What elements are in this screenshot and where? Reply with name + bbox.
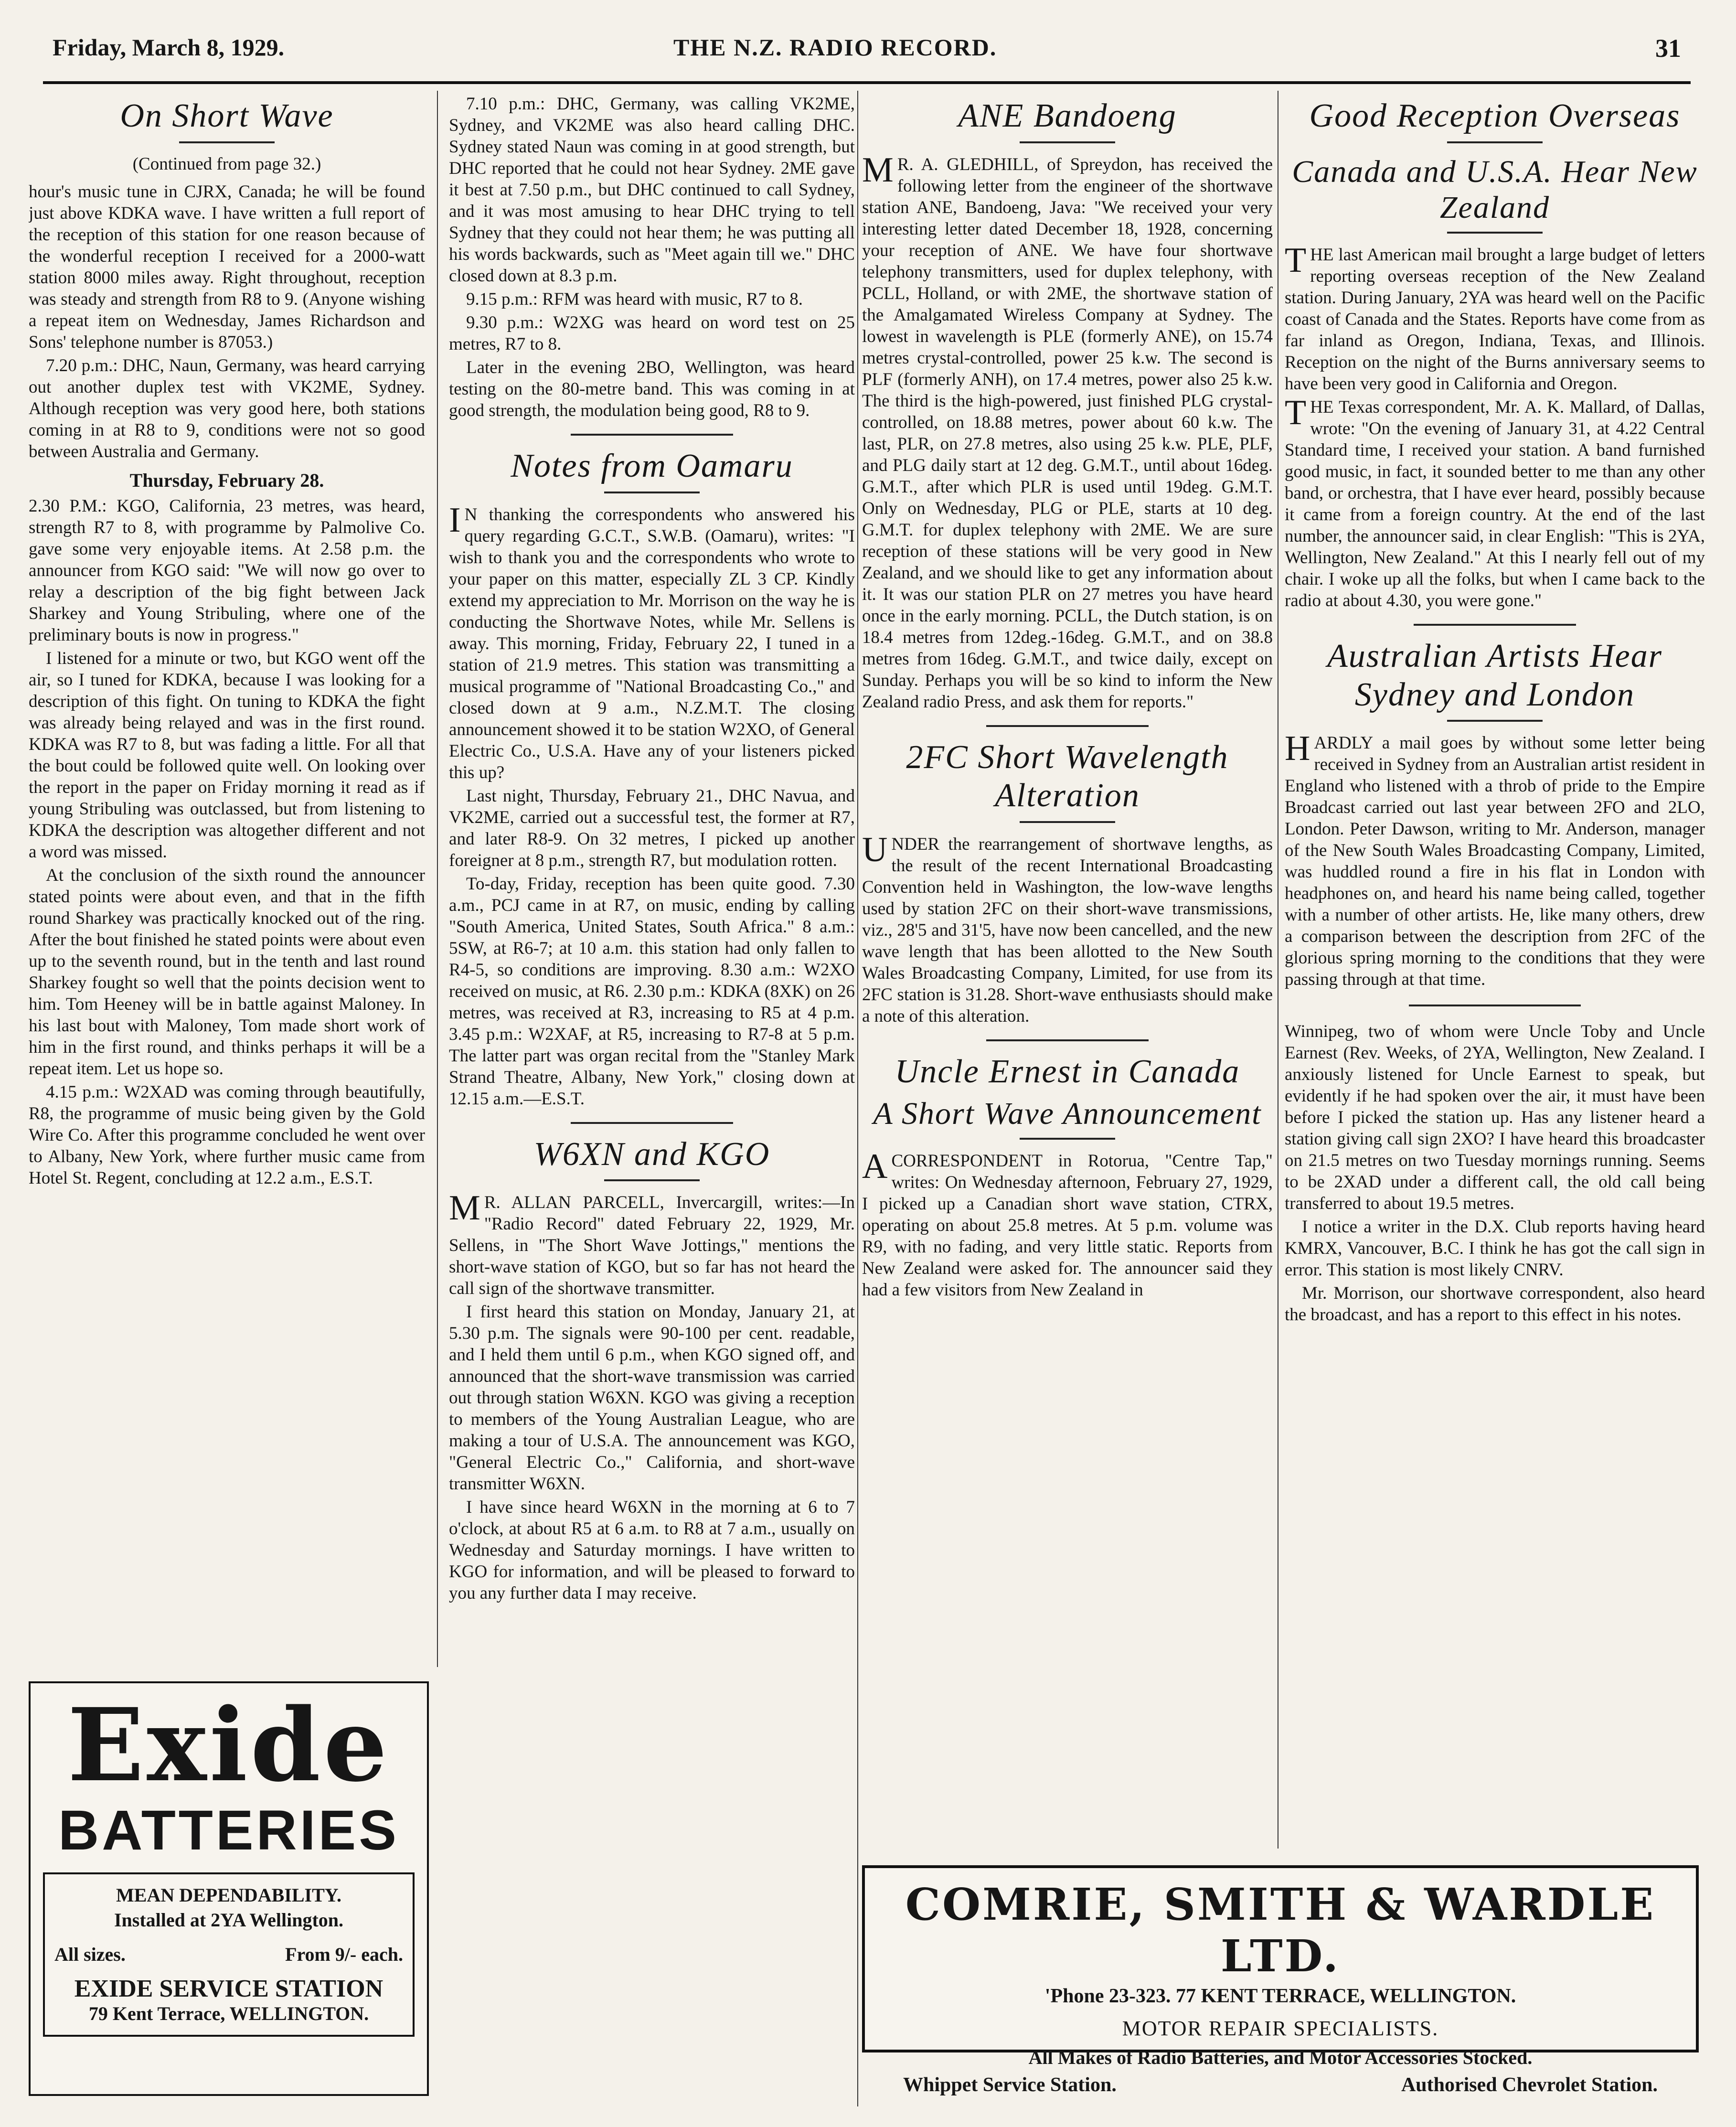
article-subtitle: A Short Wave Announcement bbox=[873, 1096, 1262, 1131]
paragraph: At the conclusion of the sixth round the announcer stated points were about even, and that in the fifth round Sharkey was practically knocked out of the ring. After the bout finished he stated points were about even up to the seventh round, but in the tenth and last round Sharkey fought so well that the points decision went to him. Tom Heeney will be in battle against Maloney. In his last bout with Maloney, Tom made short work of him in the first round, and thinks perhaps it will be a repeat item. Let us hope so. bbox=[29, 865, 425, 1079]
paragraph: MR. A. GLEDHILL, of Spreydon, has received the following letter from the engineer of the shortwave station ANE, Bandoeng, Java: "We received your very interesting letter dated December 18, 1928, concerning your reception of ANE. We have four shortwave telephony transmitters, used for duplex telephony, with PCLL, Holland, or with 2ME, the shortwave station of the Amalgamated Wireless Company at Sydney. The lowest in wavelength is PLE (formerly ANE), on 15.74 metres crystal-controlled, power 25 k.w. The second is PLF (formerly ANH), on 17.4 metres, power also 25 k.w. The third is the high-powered, just finished PLG crystal-controlled, on 18.88 metres, power about 60 k.w. The last, PLR, on 27.8 metres, also using 25 k.w. PLE, PLF, and PLG daily start at 12 deg. G.M.T., until about 16deg. G.M.T., after which PLR is used until 19deg. G.M.T. Only on Wednesday, PLG or PLE, starts at 10 deg. G.M.T. for duplex telephony with 2ME. We are sure reception of these stations will be very good in New Zealand, and we should like to get any information about it. It was our station PLR on 27 metres you have heard once in the early morning. PCLL, the Dutch station, is on 18.4 metres from 12deg.-16deg. G.M.T., and on 38.8 metres from 16deg. G.M.T., and twice daily, except on Sunday. Perhaps you will be so kind to inform the New Zealand radio Press, and ask them for reports." bbox=[862, 150, 1273, 712]
column-2 bbox=[449, 93, 855, 2099]
continued-note: (Continued from page 32.) bbox=[132, 154, 321, 174]
article-title: Uncle Ernest in Canada bbox=[895, 1053, 1240, 1090]
article-title: W6XN and KGO bbox=[533, 1135, 770, 1173]
exide-batteries-heading: BATTERIES bbox=[58, 1799, 399, 1862]
paragraph: I first heard this station on Monday, January 21, at 5.30 p.m. The signals were 90-100 per cent. readable, and I held them until 6 p.m., when KGO signed off, and announced that the short-wave transmission was carried out through station W6XN. KGO was giving a reception to members of the Young Australian League, who are making a tour of U.S.A. The announcement was KGO, "General Electric Co.," California, and short-wave transmitter W6XN. bbox=[449, 1302, 855, 1494]
comrie-footer-row bbox=[865, 2074, 1696, 2096]
paragraph: To-day, Friday, reception has been quite good. 7.30 a.m., PCJ came in at R7, on music, ending by calling "South America, United States, South Africa." 8 a.m.: 5SW, at R6-7; at 10 a.m. this station had only fallen to R4-5, so conditions are improving. 8.30 a.m.: W2XO received on music, at R6. 2.30 p.m.: KDKA (8XK) on 26 metres, was received at R3, increasing to R5 at 4 p.m. 3.45 p.m.: W2XAF, at R5, increasing to R7-8 at 5 p.m. The latter part was organ recital from the "Stanley Mark Strand Theatre, Albany, New York," closing down at 12.15 a.m.—E.S.T. bbox=[449, 874, 855, 1109]
article-subtitle: Canada and U.S.A. Hear New Zealand bbox=[1292, 154, 1698, 225]
publication-title: THE N.Z. RADIO RECORD. bbox=[673, 34, 997, 61]
paragraph: 7.20 p.m.: DHC, Naun, Germany, was heard carrying out another duplex test with VK2ME, Sydney. Although reception was very good here, both stations coming in at R8 to 9, conditions were not so good between Australia and Germany. bbox=[29, 355, 425, 461]
title-rule bbox=[1447, 141, 1543, 143]
page-number: 31 bbox=[1655, 34, 1681, 63]
comrie-chevrolet: Authorised Chevrolet Station. bbox=[1401, 2074, 1658, 2096]
exide-logo: Exide bbox=[67, 1686, 390, 1804]
paragraph: THE last American mail brought a large budget of letters reporting overseas reception of the New Zealand station. During January, 2YA was heard well on the Pacific coast of Canada and the States. Reports have come from as far inland as Oregon, Indiana, Texas, and Illinois. Reception on the night of the Burns anniversary seems to have been very good in California and Oregon. bbox=[1285, 241, 1705, 394]
exide-price-row bbox=[54, 1942, 403, 1967]
paragraph: Last night, Thursday, February 21., DHC Navua, and VK2ME, carried out a successful test, the former at R7, and later R8-9. On 32 metres, I picked up another foreigner at 8 p.m., strength R7, but modulation rotten. bbox=[449, 786, 855, 870]
paragraph: HARDLY a mail goes by without some letter being received in Sydney from an Australian artist resident in England who listened with a throb of pride to the Empire Broadcast carried out last year between 2FO and 2LO, London. Peter Dawson, writing to Mr. Anderson, manager of the New South Wales Broadcasting Company, Limited, was huddled round a fire in his flat in London with headphones on, and heard his name being called, together with a number of other artists. He, like many others, drew a comparison between the description from 2FC of the glorious spring morning to the conditions that they were passing through at that time. bbox=[1285, 729, 1705, 990]
comrie-whippet: Whippet Service Station. bbox=[903, 2074, 1117, 2096]
article-title: ANE Bandoeng bbox=[958, 97, 1177, 134]
section-rule bbox=[986, 1039, 1149, 1041]
title-rule bbox=[1020, 141, 1115, 143]
article-title: Notes from Oamaru bbox=[511, 448, 793, 484]
title-rule bbox=[1020, 1138, 1115, 1140]
comrie-title: COMRIE, SMITH & WARDLE LTD. bbox=[905, 1879, 1656, 1982]
exide-address: 79 Kent Terrace, WELLINGTON. bbox=[88, 2003, 369, 2024]
page-header bbox=[53, 33, 1681, 76]
paragraph: 9.15 p.m.: RFM was heard with music, R7 to 8. bbox=[466, 289, 803, 309]
exide-installed: Installed at 2YA Wellington. bbox=[114, 1909, 344, 1931]
section-rule bbox=[1414, 624, 1576, 626]
exide-info-box bbox=[43, 1872, 415, 2037]
column-3 bbox=[862, 93, 1273, 1846]
paragraph: I notice a writer in the D.X. Club reports having heard KMRX, Vancouver, B.C. I think he has got the call sign in error. This station is most likely CNRV. bbox=[1285, 1217, 1705, 1280]
column-divider bbox=[857, 91, 858, 2106]
paragraph: 7.10 p.m.: DHC, Germany, was calling VK2ME, Sydney, and VK2ME was also heard calling DHC. Sydney stated Naun was coming in at good strength, but DHC reported that he could not hear Sydney. 2ME gave it best at 7.50 p.m., but DHC continued to call Sydney, and it was most amusing to hear DHC trying to tell Sydney that they could not hear them; he was putting all his words backwards, such as "Meet again till we." DHC closed down at 8.3 p.m. bbox=[449, 94, 855, 286]
exide-advertisement bbox=[29, 1681, 429, 2096]
paragraph: UNDER the rearrangement of shortwave lengths, as the result of the recent International Broadcasting Convention held in Washington, the low-wave lengths used by station 2FC on their short-wave transmissions, viz., 28'5 and 31'5, have now been cancelled, and the new wave length that has been allotted to the New South Wales Broadcasting Company, Limited, for use from its 2FC station is 31.28. Short-wave enthusiasts should make a note of this alteration. bbox=[862, 830, 1273, 1026]
article-title: Good Reception Overseas bbox=[1309, 97, 1681, 134]
comrie-stock: All Makes of Radio Batteries, and Motor Accessories Stocked. bbox=[1028, 2047, 1533, 2068]
paragraph: THE Texas correspondent, Mr. A. K. Mallard, of Dallas, wrote: "On the evening of January 31, at 4.22 Central Standard time, I received your station. A band furnished good music, in fact, it sounded better to me than any other band, or orchestra, that I have ever heard, possibly because it came from a foreign country. At the end of the last number, the announcer said, in clear English: "This is 2YA, Wellington, New Zealand." At this I nearly fell out of my chair. I woke up all the folks, but when I came back to the radio at about 4.30, you were gone." bbox=[1285, 393, 1705, 611]
comrie-specialists: MOTOR REPAIR SPECIALISTS. bbox=[1122, 2017, 1439, 2040]
comrie-phone-address: 'Phone 23-323. 77 KENT TERRACE, WELLINGTON. bbox=[1044, 1985, 1516, 2007]
day-heading: Thursday, February 28. bbox=[129, 469, 324, 491]
paragraph: I have since heard W6XN in the morning at 6 to 7 o'clock, at about R5 at 6 a.m. to R8 at 7 a.m., usually on Wednesday and Saturday mornings. I have written to KGO for information, and will be pleased to forward to you any further data I may receive. bbox=[449, 1497, 855, 1603]
issue-date: Friday, March 8, 1929. bbox=[53, 34, 285, 61]
paragraph: Later in the evening 2BO, Wellington, was heard testing on the 80-metre band. This was coming in at good strength, the modulation being good, R8 to 9. bbox=[449, 358, 855, 420]
paragraph: I listened for a minute or two, but KGO went off the air, so I tuned for KDKA, because I was looking for a description of this fight. On tuning to KDKA the fight was already being relayed and was in the first round. KDKA was R7 to 8, but was fading a little. For all that the bout could be followed quite well. On looking over the report in the paper on Friday morning it read as if young Stribuling was outclassed, but from listening to KDKA the description was altogether different and not a word was missed. bbox=[29, 648, 425, 862]
paragraph: 2.30 P.M.: KGO, California, 23 metres, was heard, strength R7 to 8, with programme by Palmolive Co. gave some very enjoyable items. At 2.58 p.m. the announcer from KGO said: "We will now go over to relay a description of the big fight between Jack Sharkey and Young Stribuling, where one of the preliminary bouts is now in progress." bbox=[29, 496, 425, 645]
paragraph: MR. ALLAN PARCELL, Invercargill, writes:—In "Radio Record" dated February 22, 1929, Mr. Sellens, in "The Short Wave Jottings," mentions the short-wave station of KGO, but so far has not heard the call sign of the shortwave transmitter. bbox=[449, 1188, 855, 1298]
title-rule bbox=[1020, 821, 1115, 823]
title-rule bbox=[1447, 232, 1543, 234]
title-rule bbox=[179, 141, 275, 143]
article-title: 2FC Short Wavelength Alteration bbox=[906, 738, 1229, 814]
section-rule bbox=[571, 1122, 733, 1124]
exide-service-station: EXIDE SERVICE STATION bbox=[74, 1975, 383, 2002]
paragraph: Winnipeg, two of whom were Uncle Toby and Uncle Earnest (Rev. Weeks, of 2YA, Wellington, New Zealand. I anxiously listened for Uncle Earnest to speak, but evidently if he had spoken over the air, it must have been before I picked the station up. Has any listener heard a station giving call sign 2XO? I have heard this broadcaster on 21.5 metres on two Tuesday mornings running. Seems to be 2XAD under a different call, the old call being transferred to about 19.5 metres. bbox=[1285, 1022, 1705, 1214]
section-rule bbox=[986, 725, 1149, 727]
exide-tagline: MEAN DEPENDABILITY. bbox=[116, 1884, 341, 1906]
column-divider bbox=[437, 91, 438, 1667]
paragraph: 4.15 p.m.: W2XAD was coming through beautifully, R8, the programme of music being given by the Gold Wire Co. After this programme concluded he went over to Albany, New York, where further music came from Hotel St. Regent, concluding at 12.2 a.m., E.S.T. bbox=[29, 1082, 425, 1188]
section-rule bbox=[571, 434, 733, 436]
paragraph: IN thanking the correspondents who answered his query regarding G.C.T., S.W.B. (Oamaru), writes: "I wish to thank you and the correspondents who wrote to your paper on this matter, especially ZL 3 CP. Kindly extend my appreciation to Mr. Morrison on the way he is conducting the Shortwave Notes, while Mr. Sellens is away. This morning, Friday, February 22, I tuned in a station of 21.9 metres. This station was transmitting a musical programme of "National Broadcasting Co.," and closed down at 9 a.m., N.Z.M.T. The closing announcement showed it to be station W2XO, of General Electric Co., U.S.A. Have any of your listeners picked this up? bbox=[449, 500, 855, 782]
header-rule bbox=[43, 81, 1691, 84]
column-1 bbox=[29, 93, 425, 1669]
paragraph: 9.30 p.m.: W2XG was heard on word test on 25 metres, R7 to 8. bbox=[449, 313, 855, 354]
exide-sizes: All sizes. bbox=[54, 1944, 126, 1965]
title-rule bbox=[604, 492, 700, 493]
column-4 bbox=[1285, 93, 1705, 1846]
article-title: Australian Artists Hear Sydney and London bbox=[1327, 638, 1662, 713]
title-rule bbox=[604, 1179, 700, 1181]
paragraph: hour's music tune in CJRX, Canada; he will be found just above KDKA wave. I have written a full report of the reception of this station for one reason because of the wonderful reception I received for a 2000-watt station 8000 miles away. Right throughout, reception was steady and strength from R8 to 9. (Anyone wishing a repeat item on Wednesday, James Richardson and Sons' telephone number is 87053.) bbox=[29, 182, 425, 352]
paragraph: ACORRESPONDENT in Rotorua, "Centre Tap," writes: On Wednesday afternoon, February 27, 1929, I picked up a Canadian short wave station, CTRX, operating on about 25.8 metres. At 5 p.m. volume was R9, with no fading, and very little static. Reports from New Zealand were asked for. The announcer said they had a few visitors from New Zealand in bbox=[862, 1146, 1273, 1300]
section-rule bbox=[1409, 1005, 1581, 1006]
paragraph: Mr. Morrison, our shortwave correspondent, also heard the broadcast, and has a report to this effect in his notes. bbox=[1285, 1283, 1705, 1325]
exide-price: From 9/- each. bbox=[285, 1944, 403, 1965]
title-rule bbox=[1447, 720, 1543, 722]
comrie-advertisement bbox=[862, 1865, 1699, 2096]
article-title: On Short Wave bbox=[120, 97, 334, 134]
